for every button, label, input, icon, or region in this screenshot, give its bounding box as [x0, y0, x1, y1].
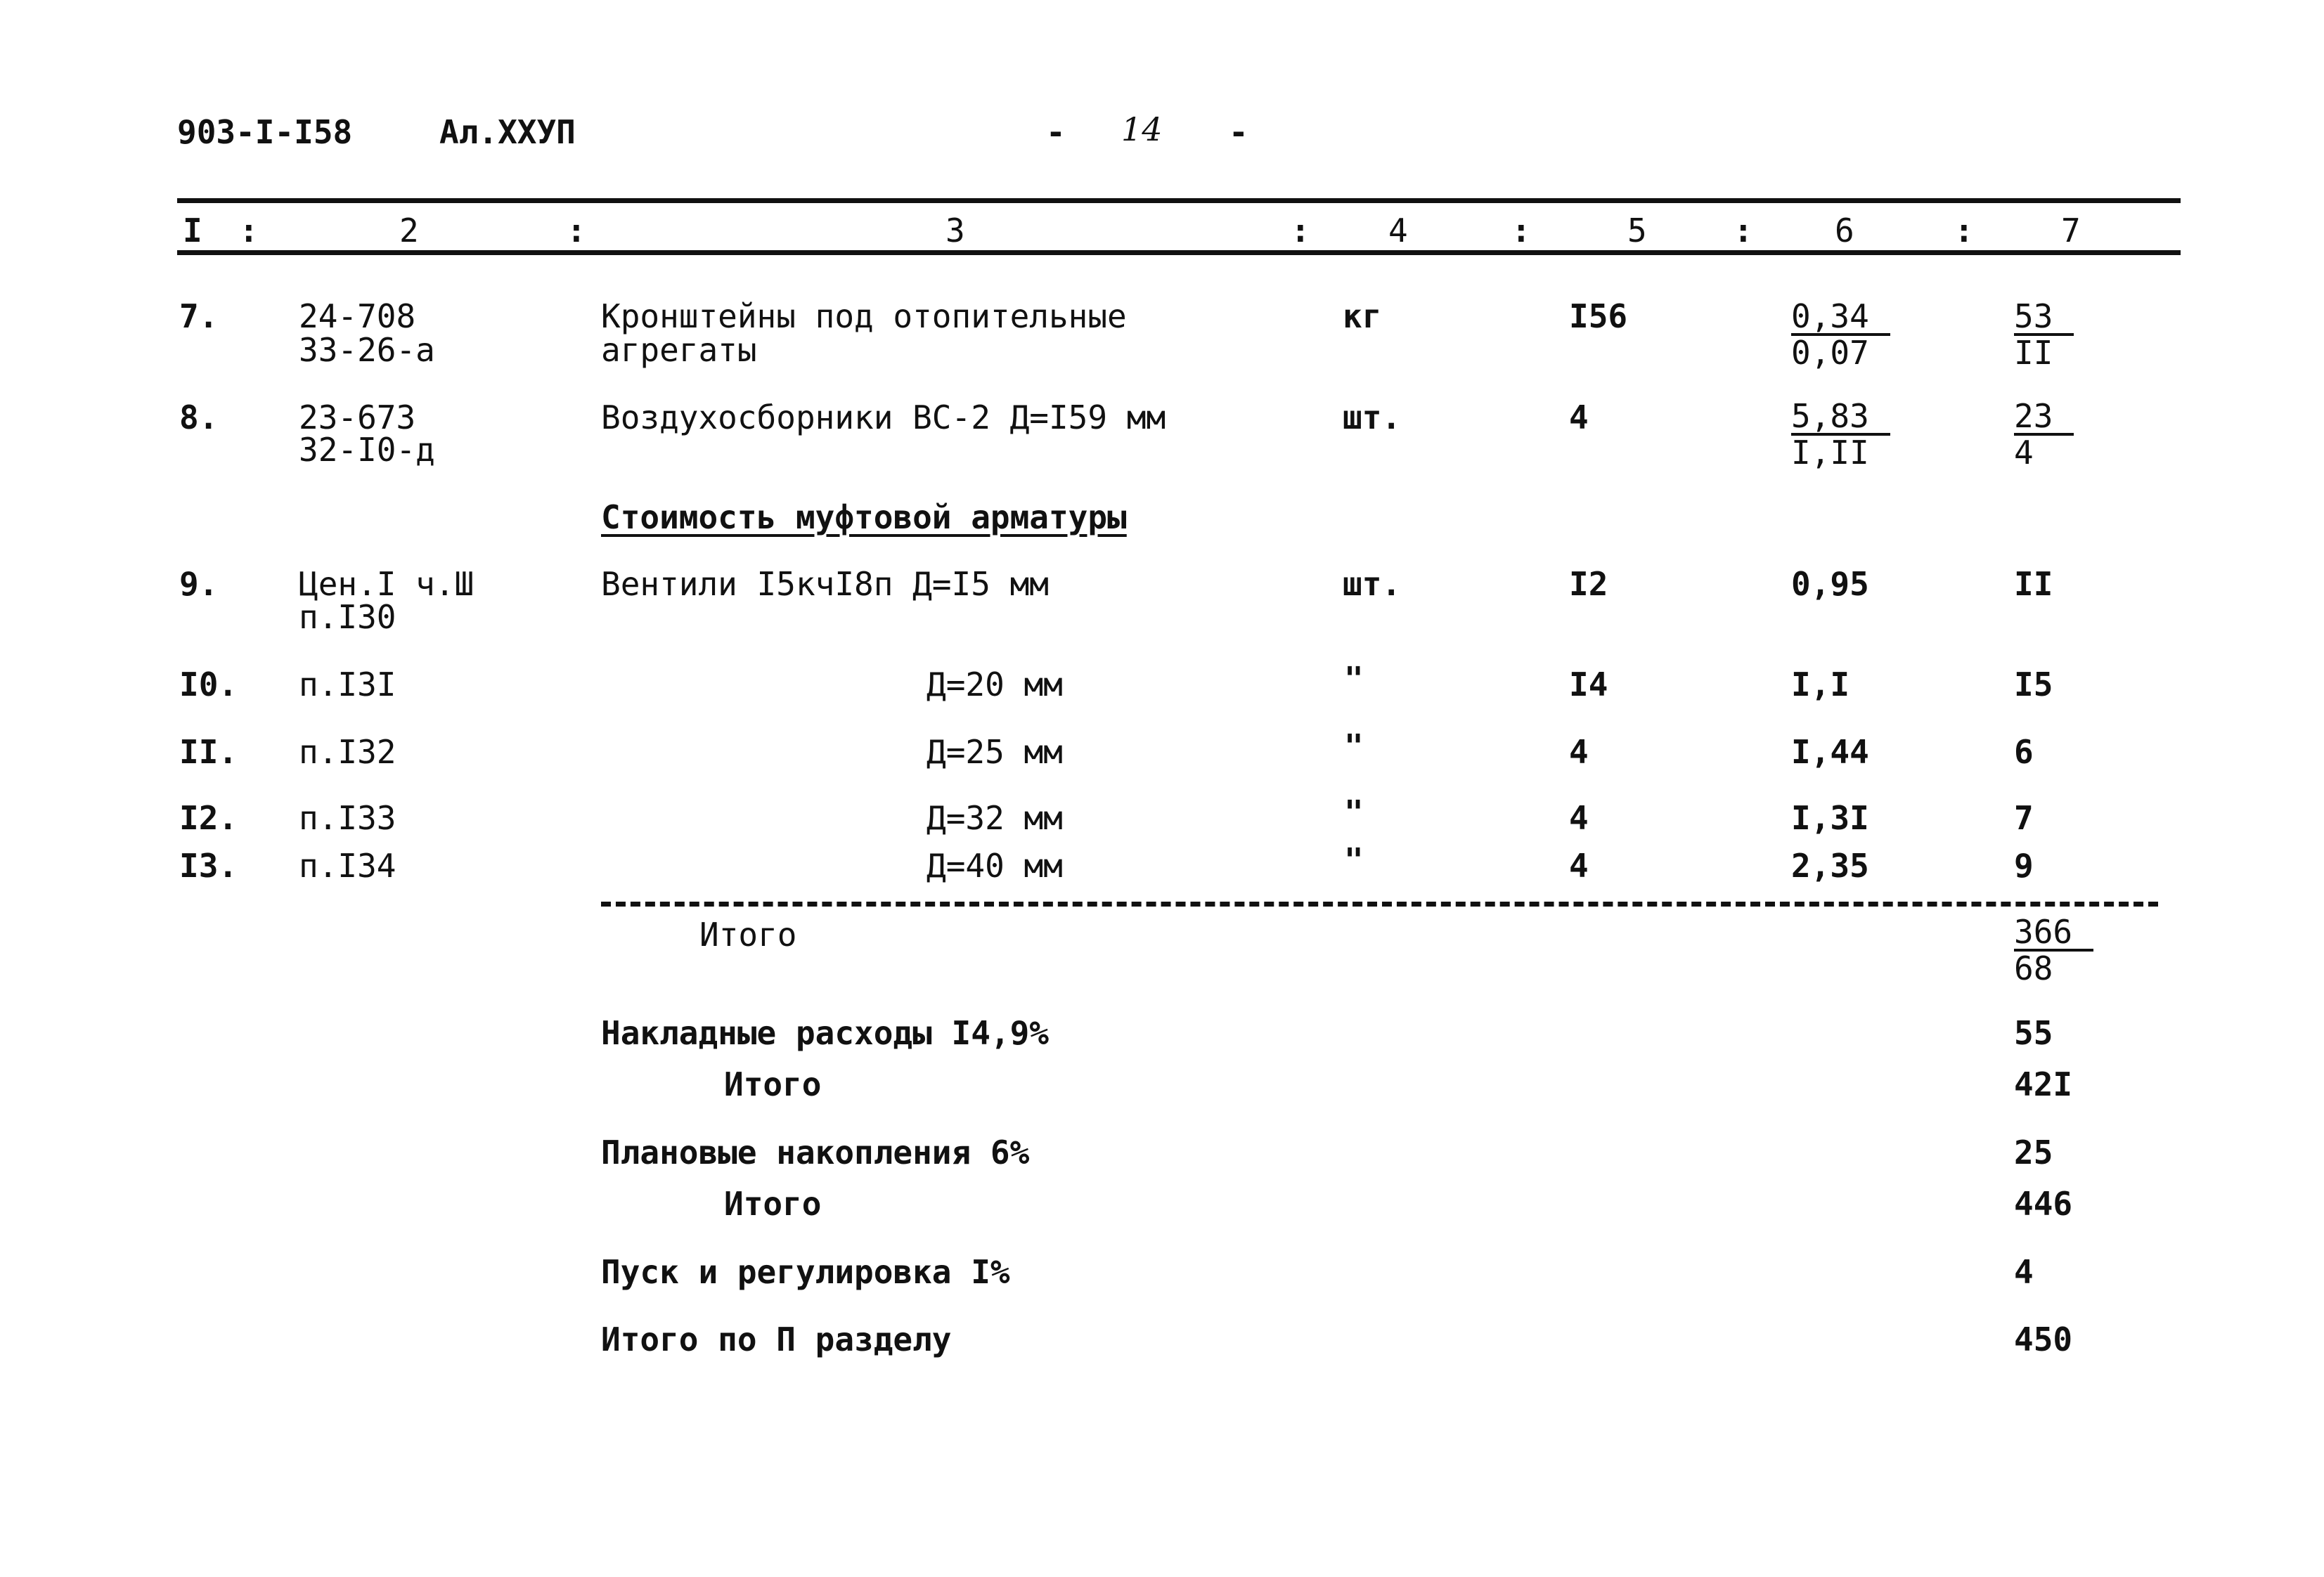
- item-name-continued: агрегаты: [601, 331, 757, 369]
- planned-savings-value: 25: [2014, 1134, 2053, 1172]
- startup-label: Пуск и регулировка I%: [601, 1253, 1010, 1291]
- unit-price: 0,95: [1791, 565, 1869, 603]
- unit-price: [1791, 299, 1890, 370]
- item-name: Д=40 мм: [927, 847, 1063, 885]
- quantity: 4: [1569, 847, 1589, 885]
- item-name: Д=25 мм: [927, 733, 1063, 771]
- column-header-1: I: [183, 212, 202, 249]
- unit-price: I,3I: [1791, 799, 1869, 837]
- column-separator: :: [1954, 212, 1974, 249]
- rate-code: п.I34: [299, 847, 396, 885]
- rate-code-secondary: п.I30: [299, 598, 396, 636]
- subtotal-label: Итого: [699, 916, 797, 954]
- quantity: I4: [1569, 666, 1608, 703]
- document-code: 903-I-I58: [177, 113, 353, 151]
- unit-price-wages: I,II: [1791, 434, 1869, 472]
- section-total-value: 450: [2014, 1320, 2073, 1358]
- unit-price: [1791, 397, 1890, 472]
- unit-price: I,44: [1791, 733, 1869, 771]
- column-header-7: 7: [2061, 212, 2081, 249]
- column-separator: :: [1291, 212, 1310, 249]
- rate-code: п.I32: [299, 733, 396, 771]
- unit: шт.: [1343, 565, 1402, 603]
- unit: шт.: [1343, 398, 1402, 436]
- section-total-label: Итого по П разделу: [601, 1320, 952, 1358]
- total-cost-wages: II: [2014, 334, 2053, 372]
- total-cost: [2014, 397, 2074, 472]
- column-separator: :: [1734, 212, 1753, 249]
- total-cost: 6: [2014, 733, 2034, 771]
- total-cost-wages: 4: [2014, 434, 2034, 472]
- quantity: 4: [1569, 733, 1589, 771]
- quantity: I56: [1569, 297, 1628, 335]
- rate-code: п.I33: [299, 799, 396, 837]
- startup-value: 4: [2014, 1253, 2034, 1291]
- item-name: Вентили I5кчI8п Д=I5 мм: [601, 565, 1049, 603]
- item-name: Д=20 мм: [927, 666, 1063, 703]
- total-cost: [2014, 299, 2074, 370]
- rate-code-secondary: 32-I0-д: [299, 431, 435, 469]
- subtotal-value: [2014, 915, 2093, 985]
- subtotal-label: Итого: [724, 1065, 822, 1103]
- unit-price-total: 0,34: [1791, 299, 1890, 336]
- column-header-5: 5: [1627, 212, 1647, 249]
- album-number: Ал.ХХУП: [439, 113, 576, 151]
- header-bottom-rule: [177, 250, 2181, 255]
- row-number: 8.: [179, 398, 219, 436]
- overhead-value: 55: [2014, 1014, 2053, 1052]
- column-header-4: 4: [1388, 212, 1408, 249]
- unit: ": [1344, 793, 1364, 831]
- unit: кг: [1343, 297, 1382, 335]
- page-number-dash-left: -: [1046, 113, 1066, 151]
- subtotal-value: 446: [2014, 1185, 2073, 1223]
- unit: ": [1344, 660, 1364, 698]
- column-header-6: 6: [1835, 212, 1854, 249]
- column-separator: :: [1511, 212, 1531, 249]
- item-name: Кронштейны под отопительные: [601, 297, 1127, 335]
- row-number: I0.: [179, 666, 238, 703]
- total-cost-total: 23: [2014, 399, 2074, 436]
- quantity: 4: [1569, 398, 1589, 436]
- rate-code: 24-708: [299, 297, 416, 335]
- unit: ": [1344, 727, 1364, 765]
- total-cost: 9: [2014, 847, 2034, 885]
- total-cost-total: 53: [2014, 299, 2074, 336]
- section-heading: Стоимость муфтовой арматуры: [601, 498, 1127, 536]
- unit: ": [1344, 841, 1364, 879]
- subtotal-total: 366: [2014, 915, 2093, 952]
- overhead-label: Накладные расходы I4,9%: [601, 1014, 1049, 1052]
- column-separator: :: [239, 212, 259, 249]
- header-top-rule: [177, 198, 2181, 203]
- page-number-dash-right: -: [1229, 113, 1248, 151]
- unit-price: I,I: [1791, 666, 1850, 703]
- page-number: 14: [1121, 110, 1163, 148]
- unit-price: 2,35: [1791, 847, 1869, 885]
- unit-price-total: 5,83: [1791, 399, 1890, 436]
- total-cost: I5: [2014, 666, 2053, 703]
- planned-savings-label: Плановые накопления 6%: [601, 1134, 1030, 1172]
- rate-code: п.I3I: [299, 666, 396, 703]
- quantity: I2: [1569, 565, 1608, 603]
- subtotal-value: 42I: [2014, 1065, 2073, 1103]
- item-name: Воздухосборники ВС-2 Д=I59 мм: [601, 398, 1166, 436]
- total-cost: II: [2014, 565, 2053, 603]
- subtotal-wages: 68: [2014, 949, 2053, 987]
- rate-code: Цен.I ч.Ш: [299, 565, 475, 603]
- total-cost: 7: [2014, 799, 2034, 837]
- row-number: I2.: [179, 799, 238, 837]
- rate-code-secondary: 33-26-а: [299, 331, 435, 369]
- item-name: Д=32 мм: [927, 799, 1063, 837]
- unit-price-wages: 0,07: [1791, 334, 1869, 372]
- rate-code: 23-673: [299, 398, 416, 436]
- dashed-separator: [601, 902, 2158, 907]
- quantity: 4: [1569, 799, 1589, 837]
- subtotal-label: Итого: [724, 1185, 822, 1223]
- column-header-2: 2: [399, 212, 419, 249]
- row-number: 7.: [179, 297, 219, 335]
- column-header-3: 3: [945, 212, 965, 249]
- row-number: I3.: [179, 847, 238, 885]
- column-separator: :: [567, 212, 586, 249]
- row-number: 9.: [179, 565, 219, 603]
- row-number: II.: [179, 733, 238, 771]
